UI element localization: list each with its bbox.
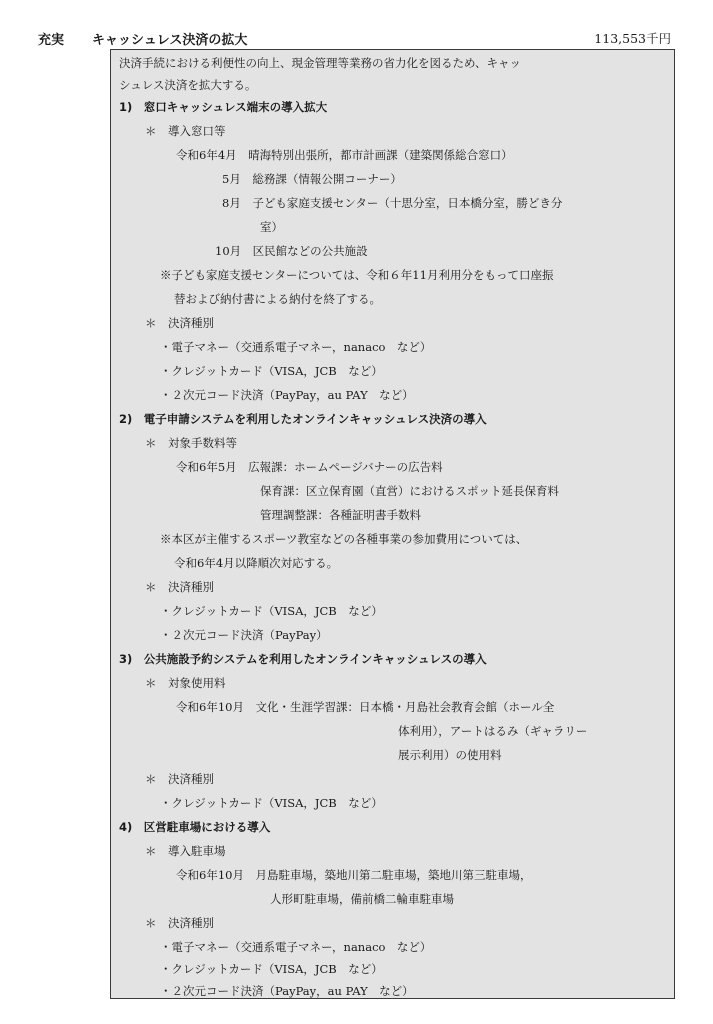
schedule-row: 5月 総務課（情報公開コーナー） [222, 172, 402, 186]
note-line: ※子ども家庭支援センターについては、令和６年11月利用分をもって口座振 [160, 268, 554, 282]
schedule-row-continued: 展示利用）の使用料 [398, 748, 502, 762]
payment-type: ・電子マネー（交通系電子マネー，nanaco など） [160, 340, 432, 354]
subsection-label: ＊ 決済種別 [145, 580, 214, 594]
payment-type: ・電子マネー（交通系電子マネー，nanaco など） [160, 940, 432, 954]
schedule-row: 令和6年4月 晴海特別出張所，都市計画課（建築関係総合窓口） [176, 148, 513, 162]
page-title: キャッシュレス決済の拡大 [92, 33, 248, 48]
schedule-row: 令和6年10月 文化・生涯学習課：日本橋・月島社会教育会館（ホール全 [176, 700, 555, 714]
subsection-label: ＊ 対象使用料 [145, 676, 226, 690]
payment-type: ・クレジットカード（VISA，JCB など） [160, 796, 383, 810]
schedule-row: 保育課：区立保育園（直営）におけるスポット延長保育料 [260, 484, 559, 498]
header-row [0, 29, 713, 49]
subsection-label: ＊ 導入駐車場 [145, 844, 226, 858]
section-heading-3: 3) 公共施設予約システムを利用したオンラインキャッシュレスの導入 [119, 652, 487, 666]
subsection-label: ＊ 決済種別 [145, 772, 214, 786]
note-line: 令和6年4月以降順次対応する。 [174, 556, 339, 570]
subsection-label: ＊ 決済種別 [145, 316, 214, 330]
section-heading-1: 1) 窓口キャッシュレス端末の導入拡大 [119, 100, 328, 114]
subsection-label: ＊ 対象手数料等 [145, 436, 237, 450]
schedule-row: 令和6年10月 月島駐車場，築地川第二駐車場，築地川第三駐車場， [176, 868, 532, 882]
payment-type: ・２次元コード決済（PayPay，au PAY など） [160, 388, 414, 402]
category-tag: 充実 [38, 33, 65, 48]
schedule-row-continued: 室） [260, 220, 283, 234]
payment-type: ・２次元コード決済（PayPay，au PAY など） [160, 984, 414, 998]
note-line: 替および納付書による納付を終了する。 [174, 292, 381, 306]
payment-type: ・クレジットカード（VISA，JCB など） [160, 962, 383, 976]
schedule-row-continued: 体利用），アートはるみ（ギャラリー [398, 724, 588, 738]
payment-type: ・クレジットカード（VISA，JCB など） [160, 604, 383, 618]
payment-type: ・クレジットカード（VISA，JCB など） [160, 364, 383, 378]
subsection-label: ＊ 決済種別 [145, 916, 214, 930]
schedule-row: 管理調整課：各種証明書手数料 [260, 508, 421, 522]
note-line: ※本区が主催するスポーツ教室などの各種事業の参加費用については、 [160, 532, 528, 546]
budget-amount: 113,553千円 [594, 31, 671, 46]
schedule-row: 10月 区民館などの公共施設 [215, 244, 368, 258]
schedule-row: 8月 子ども家庭支援センター（十思分室，日本橋分室，勝どき分 [222, 196, 563, 210]
payment-type: ・２次元コード決済（PayPay） [160, 628, 328, 642]
intro-line: 決済手続における利便性の向上、現金管理等業務の省力化を図るため、キャッ [119, 56, 522, 70]
section-heading-4: 4) 区営駐車場における導入 [119, 820, 271, 834]
subsection-label: ＊ 導入窓口等 [145, 124, 226, 138]
schedule-row: 令和6年5月 広報課：ホームページバナーの広告料 [176, 460, 443, 474]
intro-line: シュレス決済を拡大する。 [119, 78, 257, 92]
schedule-row-continued: 人形町駐車場，備前橋二輪車駐車場 [270, 892, 454, 906]
section-heading-2: 2) 電子申請システムを利用したオンラインキャッシュレス決済の導入 [119, 412, 487, 426]
